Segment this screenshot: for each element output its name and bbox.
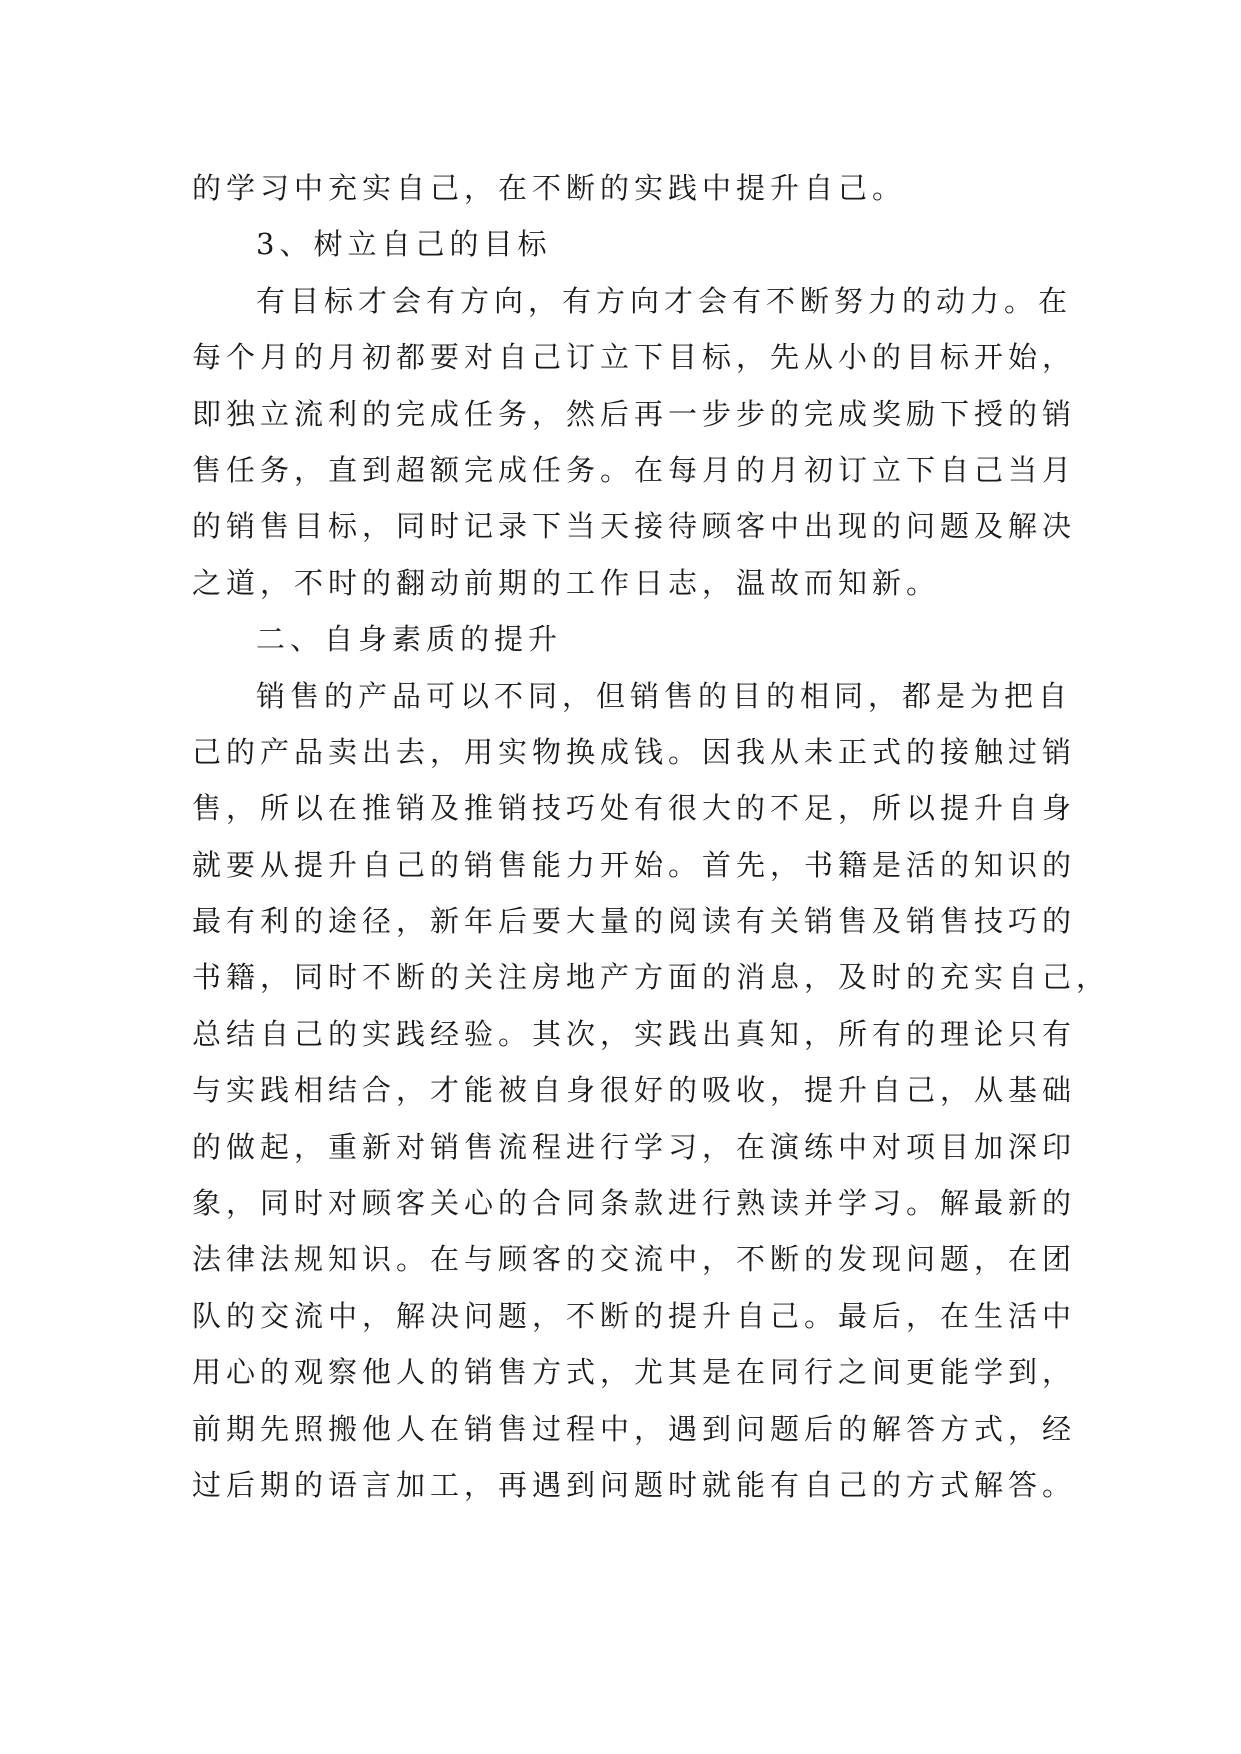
- paragraph-line: 最有利的途径，新年后要大量的阅读有关销售及销售技巧的: [192, 904, 1077, 939]
- paragraph-line: 每个月的月初都要对自己订立下目标，先从小的目标开始，: [192, 340, 1077, 375]
- paragraph-line: 队的交流中，解决问题，不断的提升自己。最后，在生活中: [192, 1298, 1077, 1333]
- paragraph-line: 就要从提升自己的销售能力开始。首先，书籍是活的知识的: [192, 847, 1077, 882]
- paragraph-line: 总结自己的实践经验。其次，实践出真知，所有的理论只有: [192, 1016, 1077, 1051]
- paragraph-line: 过后期的语言加工，再遇到问题时就能有自己的方式解答。: [192, 1467, 1077, 1502]
- paragraph-line: 有目标才会有方向，有方向才会有不断努力的动力。在: [256, 283, 1073, 318]
- paragraph-line: 之道，不时的翻动前期的工作日志，温故而知新。: [192, 565, 941, 600]
- paragraph-line: 售，所以在推销及推销技巧处有很大的不足，所以提升自身: [192, 791, 1077, 826]
- paragraph-line: 的做起，重新对销售流程进行学习，在演练中对项目加深印: [192, 1129, 1077, 1164]
- paragraph-line: 法律法规知识。在与顾客的交流中，不断的发现问题，在团: [192, 1242, 1077, 1277]
- paragraph-line: 前期先照搬他人在销售过程中，遇到问题后的解答方式，经: [192, 1411, 1077, 1446]
- paragraph-line: 的学习中充实自己，在不断的实践中提升自己。: [192, 171, 907, 205]
- paragraph-line: 象，同时对顾客关心的合同条款进行熟读并学习。解最新的: [192, 1186, 1077, 1221]
- paragraph-line: 己的产品卖出去，用实物换成钱。因我从未正式的接触过销: [192, 734, 1077, 769]
- paragraph-line: 书籍，同时不断的关注房地产方面的消息，及时的充实自己，: [192, 960, 1111, 995]
- paragraph-line: 的销售目标，同时记录下当天接待顾客中出现的问题及解决: [192, 509, 1077, 544]
- paragraph-line: 与实践相结合，才能被自身很好的吸收，提升自己，从基础: [192, 1073, 1077, 1108]
- section-heading: 3、树立自己的目标: [256, 227, 552, 262]
- paragraph-line: 用心的观察他人的销售方式，尤其是在同行之间更能学到，: [192, 1355, 1077, 1390]
- document-body: [192, 160, 1111, 1513]
- paragraph-line: 售任务，直到超额完成任务。在每月的月初订立下自己当月: [192, 452, 1077, 487]
- paragraph-line: 即独立流利的完成任务，然后再一步步的完成奖励下授的销: [192, 396, 1077, 431]
- section-heading: 二、自身素质的提升: [256, 622, 563, 657]
- paragraph-line: 销售的产品可以不同，但销售的目的相同，都是为把自: [256, 678, 1073, 713]
